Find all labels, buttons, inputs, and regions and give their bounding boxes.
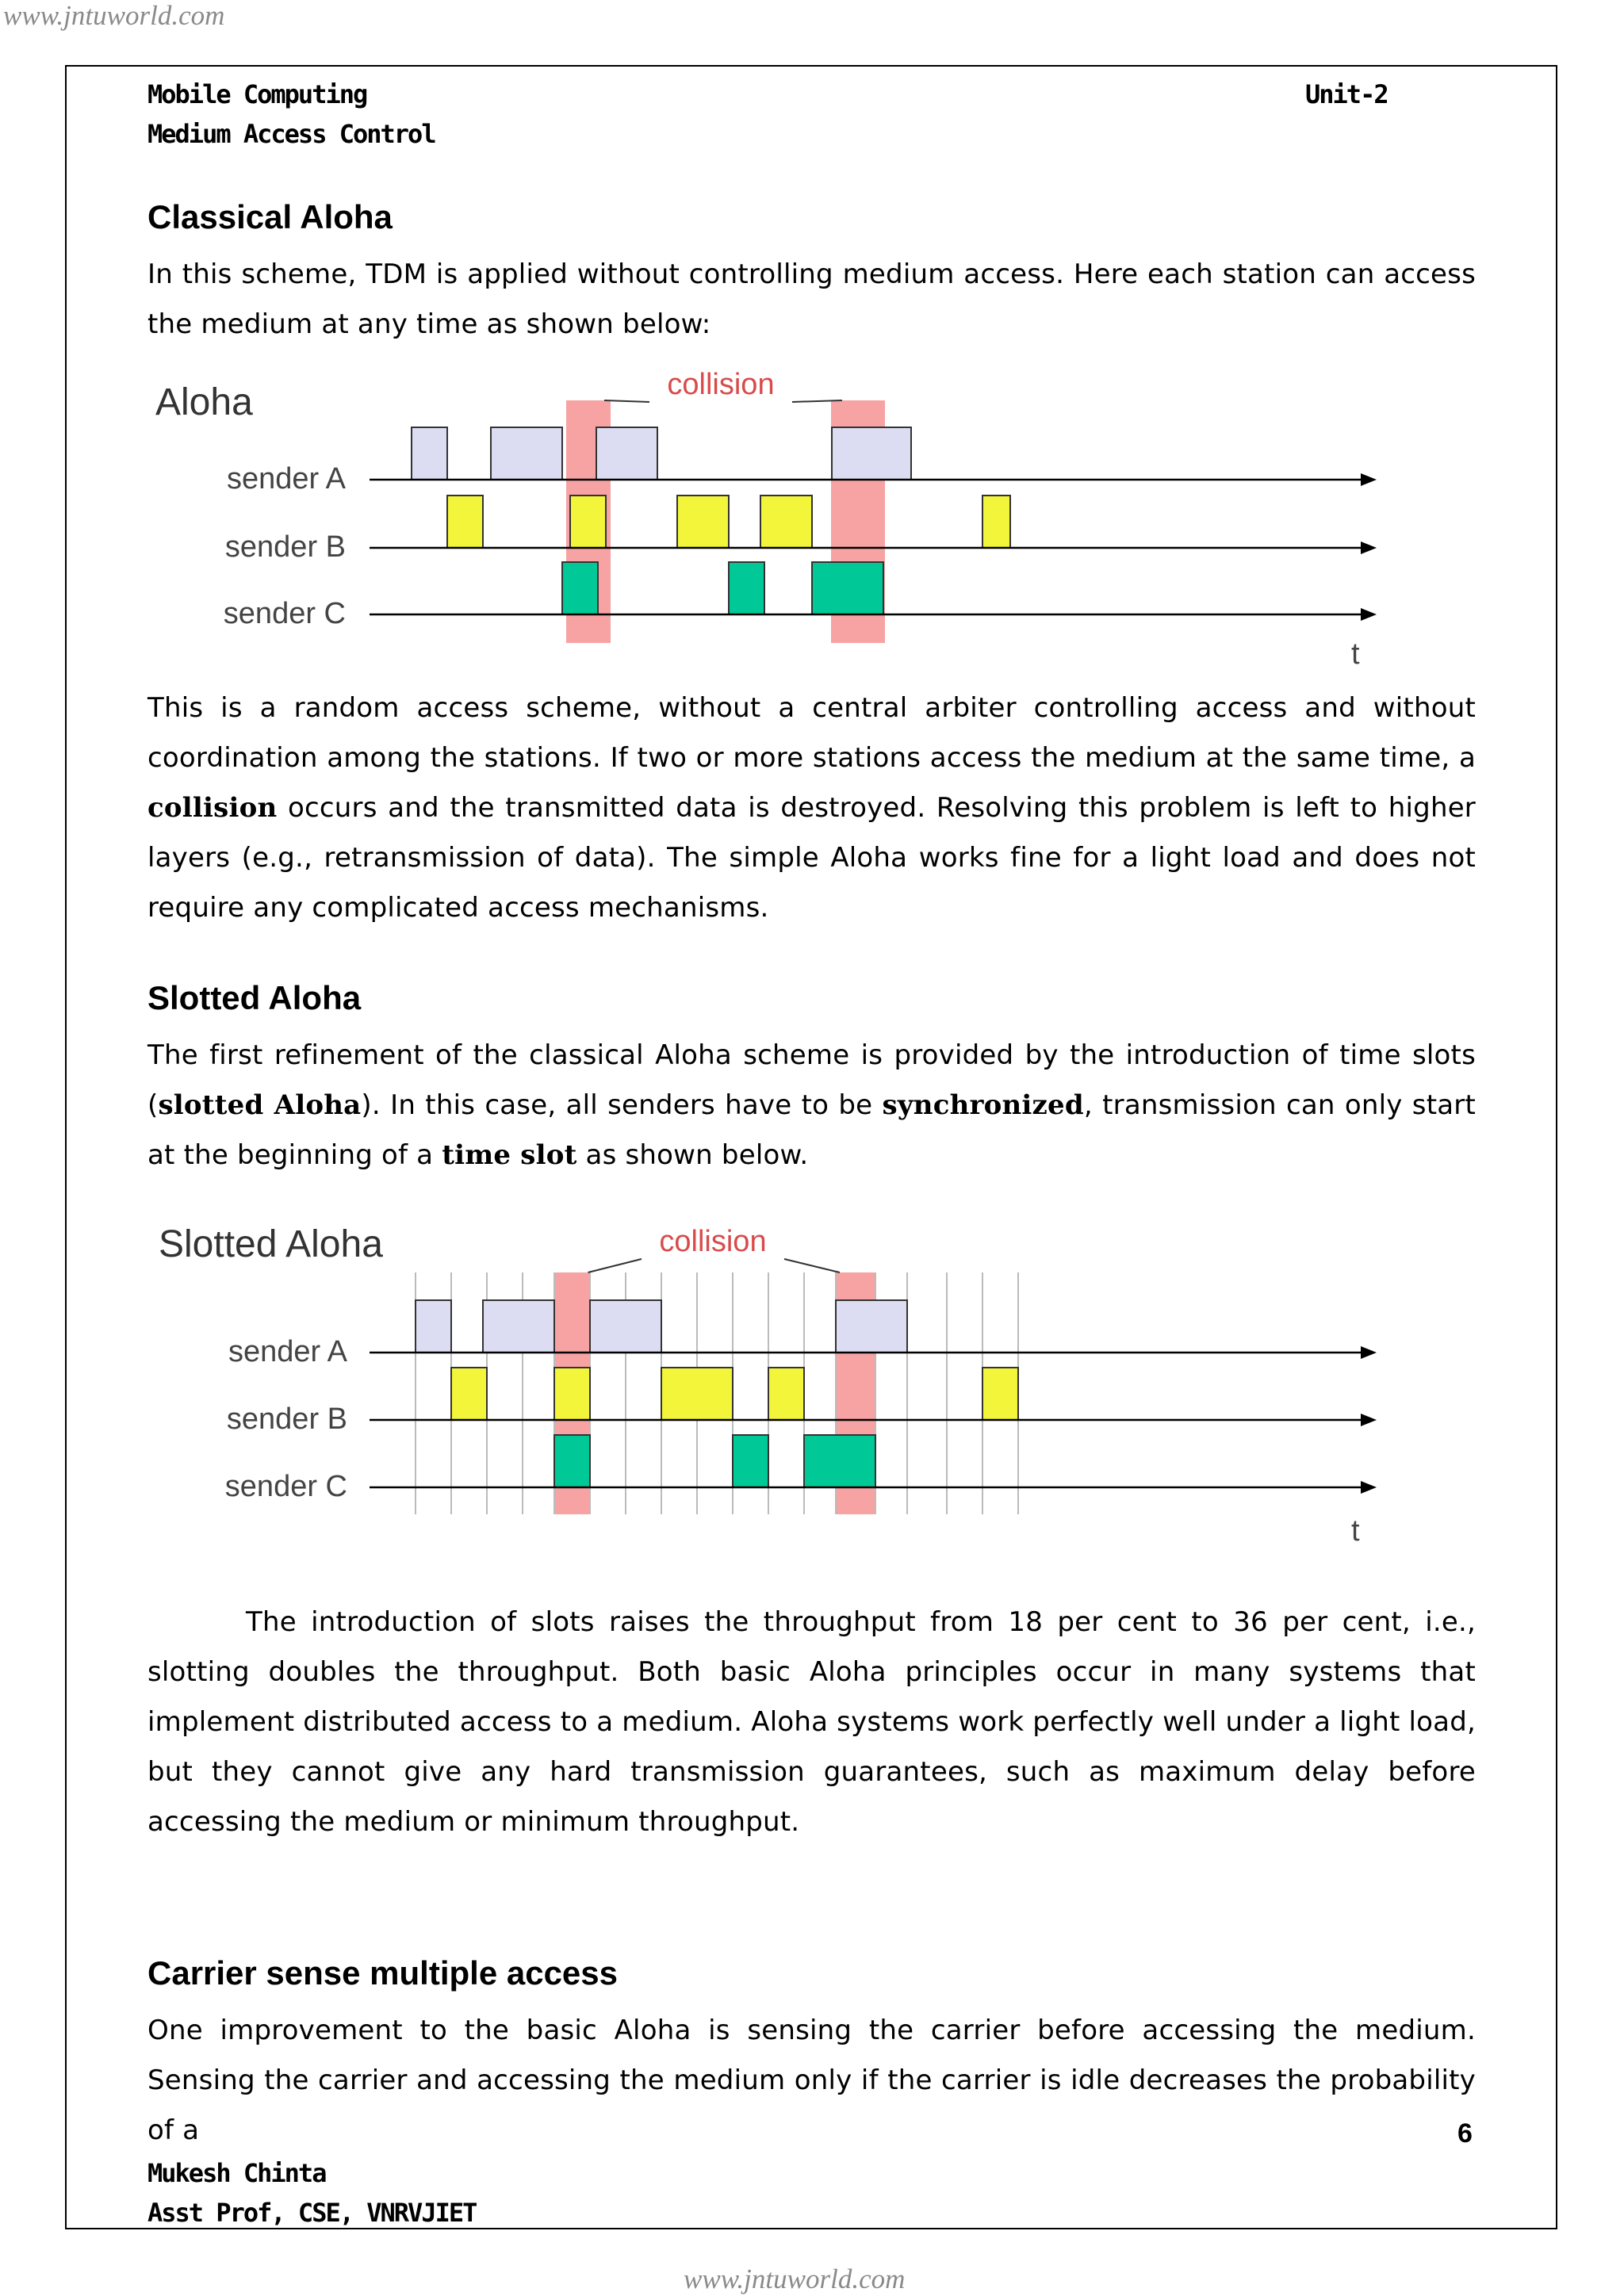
classical-body [147,683,1476,933]
collision-label: collision [667,368,775,401]
diagram-title: Slotted Aloha [159,1223,383,1265]
packet-sender-b [768,1368,804,1420]
packet-sender-b [677,496,729,548]
arrow-head [1361,1346,1377,1359]
time-slot-term: time slot [442,1139,577,1171]
packet-sender-c [812,562,883,614]
heading-slotted-aloha: Slotted Aloha [147,979,362,1016]
arrow-head [1361,541,1377,554]
arrow-head [1361,608,1377,621]
sender-label: sender B [226,1402,347,1436]
packet-sender-b [447,496,483,548]
packet-sender-b [760,496,812,548]
header-course: Mobile Computing [147,79,367,109]
collision-term: collision [147,792,278,824]
collision-leader-line [784,1259,840,1272]
packet-sender-b [982,1368,1018,1420]
packet-sender-b [982,496,1010,548]
slotted-intro-text-4: as shown below. [576,1139,809,1171]
slotted-aloha-term: slotted Aloha [158,1089,362,1121]
packet-sender-c [733,1435,768,1487]
sender-label: sender A [228,1335,347,1368]
packet-sender-c [562,562,598,614]
footer-author: Mukesh Chinta [147,2158,326,2188]
slotted-intro-text-3: , transmission can only start at the beginning of a [147,1089,1476,1171]
classical-intro: In this scheme, TDM is applied without controlling medium access. Here each station can access the medium at any time as shown below: [147,258,1476,340]
packet-sender-a [491,427,562,480]
packet-sender-b [661,1368,733,1420]
packet-sender-a [416,1300,451,1353]
sender-label: sender C [224,1470,347,1503]
synchronized-term: synchronized [882,1089,1084,1121]
sender-label: sender C [223,597,346,630]
packet-sender-b [451,1368,487,1420]
slotted-aloha-diagram [147,1205,1385,1554]
sender-label: sender A [227,462,346,496]
collision-leader-line [604,400,649,402]
header-unit: Unit-2 [1305,79,1388,109]
collision-label: collision [659,1225,767,1258]
packet-sender-c [554,1435,590,1487]
packet-sender-a [412,427,447,480]
sender-label: sender B [224,530,346,564]
packet-sender-c [729,562,764,614]
time-label: t [1351,1514,1360,1548]
packet-sender-b [554,1368,590,1420]
slotted-intro [147,1031,1476,1181]
header-topic: Medium Access Control [147,119,435,149]
packet-sender-c [804,1435,875,1487]
slotted-body: The introduction of slots raises the throughput from 18 per cent to 36 per cent, i.e., slotting doubles the throughput. Both basic Aloha principles occur in many systems that implement distributed access to a medium. Aloha systems work perfectly well under a light load, but they cannot give any hard transmission guarantees, such as maximum delay before accessing the medium or minimum throughput. [147,1606,1476,1838]
arrow-head [1361,1414,1377,1426]
watermark-top: www.jntuworld.com [3,0,225,31]
classical-body-text-2: occurs and the transmitted data is destroyed. Resolving this problem is left to higher layers (e.g., retransmission of data). The simple Aloha works fine for a light load and does not require any complicated access mechanisms. [147,792,1476,924]
packet-sender-a [836,1300,907,1353]
arrow-head [1361,473,1377,486]
classical-body-text: This is a random access scheme, without a central arbiter controlling access and without coordination among the stations. If two or more stations access the medium at the same time, a [147,692,1476,774]
packet-sender-a [832,427,911,480]
aloha-diagram [147,361,1385,678]
packet-sender-b [570,496,606,548]
heading-classical-aloha: Classical Aloha [147,198,393,235]
watermark-bottom: www.jntuworld.com [684,2263,906,2294]
packet-sender-a [596,427,657,480]
footer-role: Asst Prof, CSE, VNRVJIET [147,2198,477,2228]
slotted-intro-text-2: ). In this case, all senders have to be [361,1089,883,1121]
arrow-head [1361,1481,1377,1494]
page-number: 6 [1457,2118,1473,2149]
packet-sender-a [590,1300,661,1353]
diagram-title: Aloha [155,381,253,423]
csma-body: One improvement to the basic Aloha is sensing the carrier before accessing the medium. Sensing the carrier and accessing the medium only if the carrier is idle decreases the probability of a [147,2015,1476,2146]
heading-csma: Carrier sense multiple access [147,1954,619,1992]
collision-leader-line [588,1259,642,1272]
time-label: t [1351,637,1360,671]
slotted-intro-text: The first refinement of the classical Aloha scheme is provided by the introduction of time slots ( [147,1039,1476,1121]
packet-sender-a [483,1300,554,1353]
